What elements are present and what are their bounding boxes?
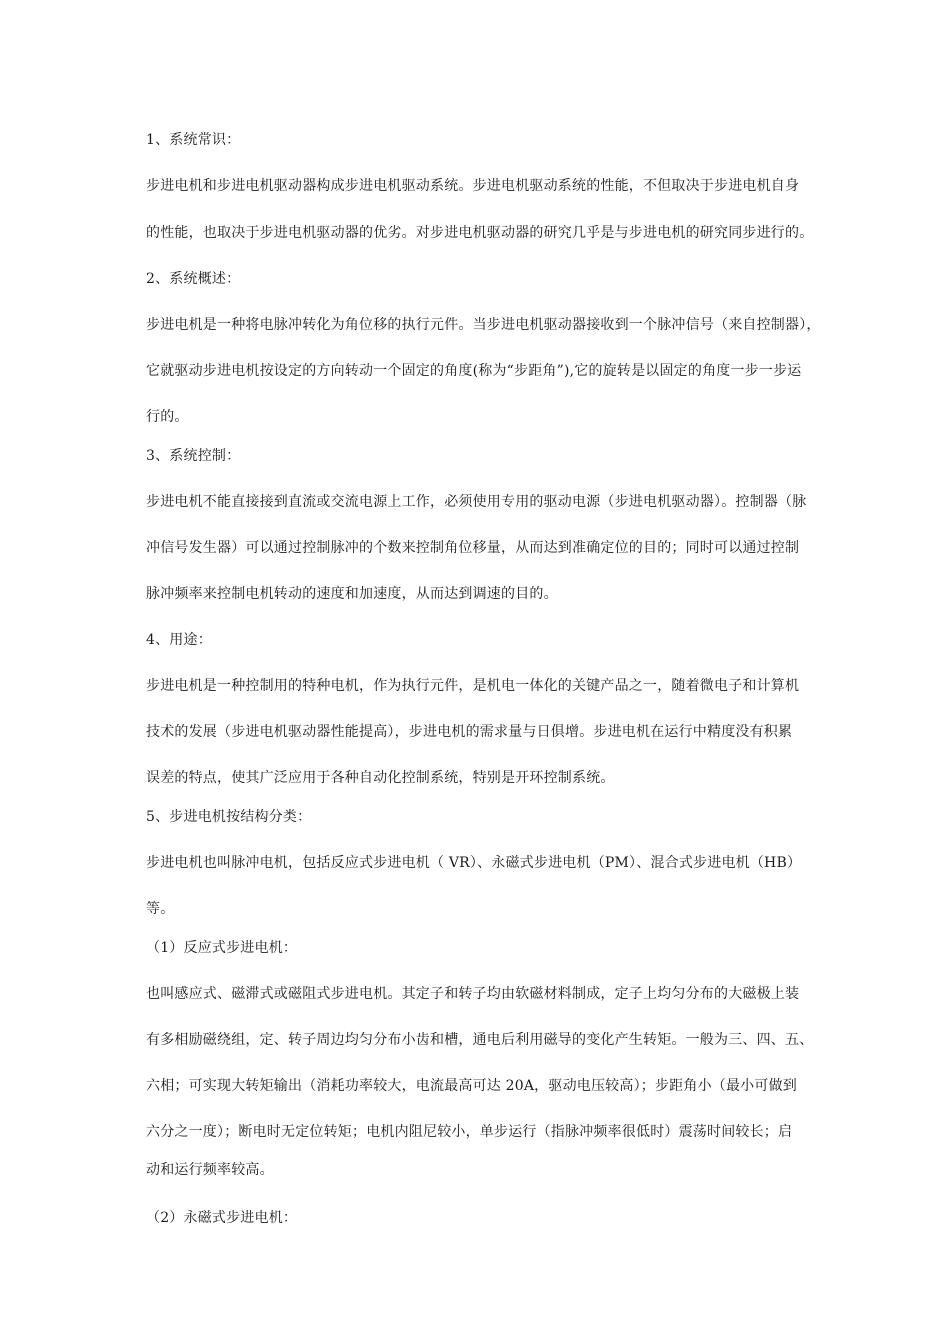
subheading-permanent-magnet-motor: （2）永磁式步进电机： bbox=[146, 1210, 298, 1226]
paragraph-line: 它就驱动步进电机按设定的方向转动一个固定的角度(称为“步距角”),它的旋转是以固定的角度一步一步运 bbox=[146, 363, 802, 379]
paragraph-line: 动和运行频率较高。 bbox=[146, 1162, 274, 1178]
heading-usage: 4、用途： bbox=[146, 632, 212, 648]
paragraph-line: 步进电机不能直接接到直流或交流电源上工作，必须使用专用的驱动电源（步进电机驱动器）。控制器（脉 bbox=[146, 494, 807, 510]
paragraph-line: 行的。 bbox=[146, 409, 189, 425]
paragraph-line: 误差的特点，使其广泛应用于各种自动化控制系统，特别是开环控制系统。 bbox=[146, 770, 615, 786]
heading-system-overview: 2、系统概述： bbox=[146, 271, 241, 287]
paragraph-line: 六分之一度）；断电时无定位转矩；电机内阻尼较小，单步运行（指脉冲频率很低时）震荡时间较长；启 bbox=[146, 1124, 793, 1140]
heading-system-knowledge: 1、系统常识： bbox=[146, 132, 241, 148]
heading-system-control: 3、系统控制： bbox=[146, 448, 241, 464]
paragraph-line: 也叫感应式、磁滞式或磁阻式步进电机。其定子和转子均由软磁材料制成，定子上均匀分布的大磁极上装 bbox=[146, 986, 800, 1002]
heading-classification: 5、步进电机按结构分类： bbox=[146, 809, 312, 825]
paragraph-line: 有多相励磁绕组，定、转子周边均匀分布小齿和槽，通电后利用磁导的变化产生转矩。一般为三、四、五、 bbox=[146, 1032, 814, 1048]
paragraph-line: 的性能，也取决于步进电机驱动器的优劣。对步进电机驱动器的研究几乎是与步进电机的研究同步进行的。 bbox=[146, 225, 814, 241]
paragraph-line: 六相；可实现大转矩输出（消耗功率较大，电流最高可达 20A，驱动电压较高）；步距角小（最小可做到 bbox=[146, 1078, 797, 1094]
paragraph-line: 步进电机和步进电机驱动器构成步进电机驱动系统。步进电机驱动系统的性能，不但取决于步进电机自身 bbox=[146, 178, 800, 194]
paragraph-line: 步进电机是一种控制用的特种电机，作为执行元件，是机电一体化的关键产品之一，随着微电子和计算机 bbox=[146, 678, 800, 694]
paragraph-line: 等。 bbox=[146, 901, 175, 917]
paragraph-line: 冲信号发生器）可以通过控制脉冲的个数来控制角位移量，从而达到准确定位的目的；同时可以通过控制 bbox=[146, 540, 800, 556]
paragraph-line: 步进电机也叫脉冲电机，包括反应式步进电机（ VR）、永磁式步进电机（PM）、混合式步进电机（HB） bbox=[146, 855, 802, 871]
paragraph-line: 脉冲频率来控制电机转动的速度和加速度，从而达到调速的目的。 bbox=[146, 586, 558, 602]
paragraph-line: 技术的发展（步进电机驱动器性能提高），步进电机的需求量与日俱增。步进电机在运行中精度没有积累 bbox=[146, 724, 793, 740]
subheading-reactive-motor: （1）反应式步进电机： bbox=[146, 940, 298, 956]
paragraph-line: 步进电机是一种将电脉冲转化为角位移的执行元件。当步进电机驱动器接收到一个脉冲信号（来自控制器）， bbox=[146, 317, 821, 333]
